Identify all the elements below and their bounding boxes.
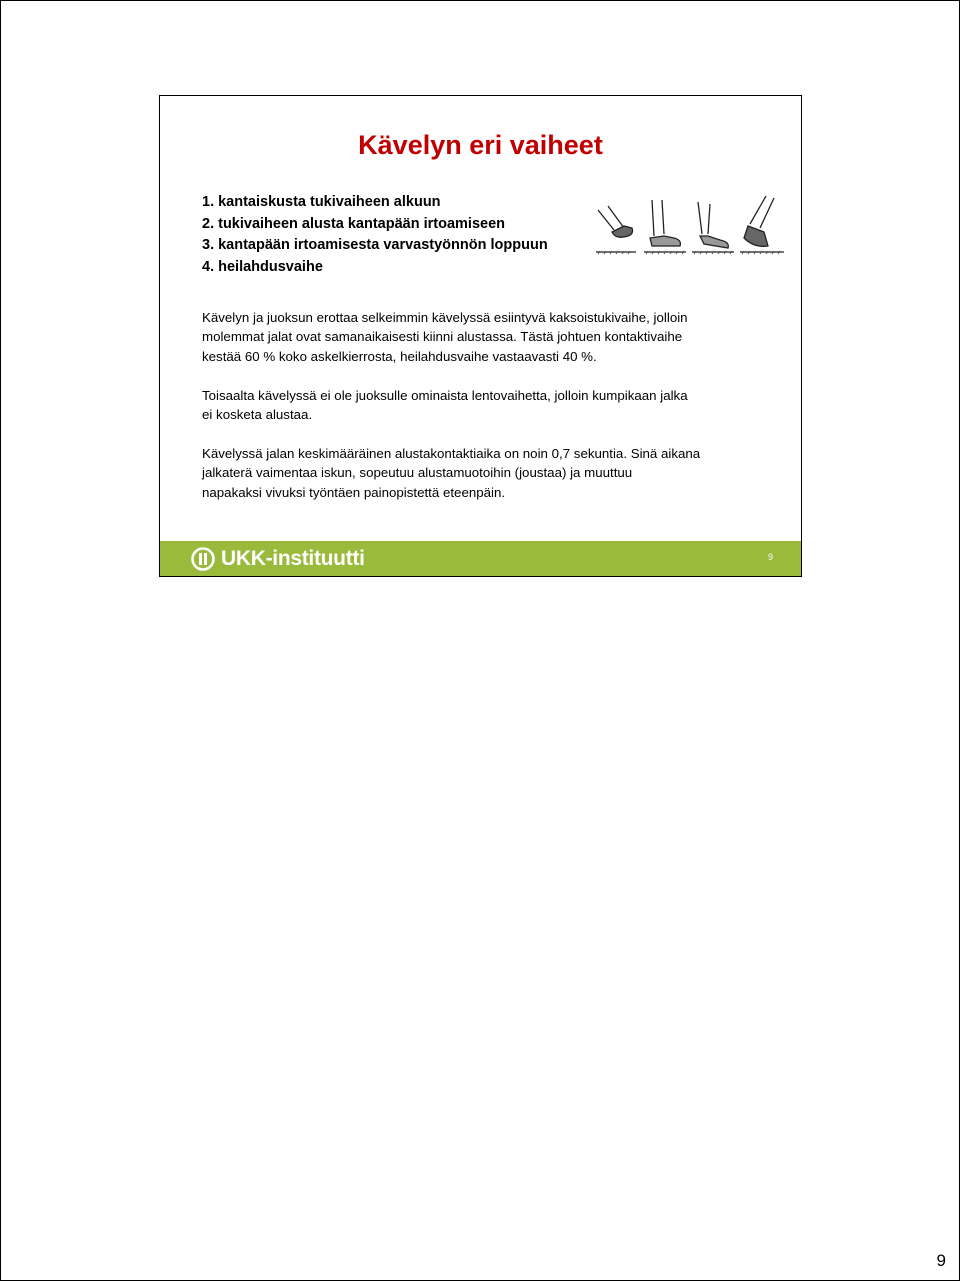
paragraph-flight-phase <box>202 386 762 425</box>
ukk-logo-icon <box>191 547 215 571</box>
slide <box>159 95 802 577</box>
text-line: ei kosketa alustaa. <box>202 407 313 423</box>
logo-text: UKK-instituutti <box>221 547 365 570</box>
logo <box>191 546 365 572</box>
list-item: 4. heilahdusvaihe <box>202 258 323 275</box>
text-line: jalkaterä vaimentaa iskun, sopeutuu alustamuotoihin (joustaa) ja muuttuu <box>202 465 633 481</box>
text-line: napakaksi vivuksi työntäen painopistettä eteenpäin. <box>202 484 506 500</box>
walking-phases-feet-icon <box>594 196 786 258</box>
list-item: 1. kantaiskusta tukivaiheen alkuun <box>202 194 441 210</box>
paragraph-double-support <box>202 308 762 366</box>
text-line: Kävelyn ja juoksun erottaa selkeimmin kävelyssä esiintyvä kaksoistukivaihe, jolloin <box>202 310 688 325</box>
page-number: 9 <box>936 1251 946 1270</box>
slide-number: 9 <box>768 552 774 562</box>
text-line: kestää 60 % koko askelkierrosta, heilahdusvaihe vastaavasti 40 %. <box>202 348 597 364</box>
text-line: Kävelyssä jalan keskimääräinen alustakontaktiaika on noin 0,7 sekuntia. Sinä aikana <box>202 446 701 461</box>
text-line: Toisaalta kävelyssä ei ole juoksulle ominaista lentovaihetta, jolloin kumpikaan jalka <box>202 388 688 403</box>
slide-title: Kävelyn eri vaiheet <box>358 130 603 160</box>
footer-bar <box>160 541 801 576</box>
paragraph-contact-time <box>202 444 762 502</box>
list-item: 2. tukivaiheen alusta kantapään irtoamiseen <box>202 215 506 232</box>
text-line: molemmat jalat ovat samanaikaisesti kiinni alustassa. Tästä johtuen kontaktivaihe <box>202 329 683 345</box>
list-item: 3. kantapään irtoamisesta varvastyönnön loppuun <box>202 237 548 253</box>
phase-list <box>202 192 548 278</box>
